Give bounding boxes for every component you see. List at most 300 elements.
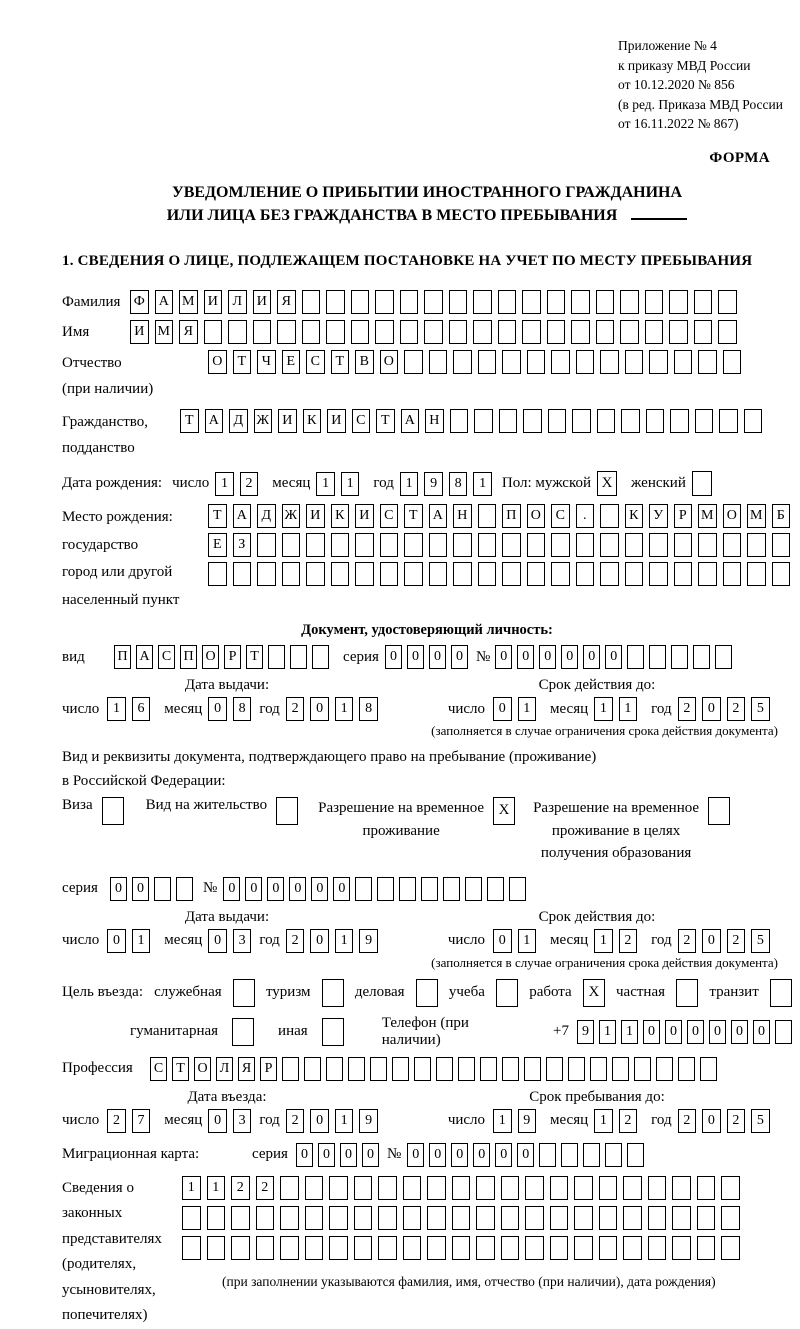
- migcard-number-sign: №: [386, 1146, 402, 1163]
- purpose-official-checkbox: [233, 979, 255, 1007]
- form-cell: [527, 350, 546, 374]
- form-cell: [623, 1206, 642, 1230]
- doc-issue-day-cells: [107, 697, 150, 721]
- form-cell: 1: [594, 697, 613, 721]
- form-cell: 2: [256, 1176, 275, 1200]
- form-cell: 1: [594, 1109, 613, 1133]
- form-cell: Н: [453, 504, 472, 528]
- form-cell: [550, 1236, 569, 1260]
- form-cell: 0: [362, 1143, 379, 1167]
- form-cell: [473, 290, 492, 314]
- form-cell: [282, 562, 301, 586]
- form-cell: [625, 562, 644, 586]
- form-cell: 0: [208, 929, 227, 953]
- form-cell: [354, 1206, 373, 1230]
- birth-day-cells: [215, 472, 258, 496]
- form-cell: [576, 350, 595, 374]
- phone-prefix: +7: [553, 1023, 569, 1040]
- form-cell: [355, 533, 374, 557]
- form-cell: 1: [316, 472, 335, 496]
- form-cell: 1: [619, 697, 638, 721]
- form-cell: 2: [727, 697, 746, 721]
- day-label: число: [447, 1112, 486, 1129]
- form-cell: [329, 1176, 348, 1200]
- form-cell: 0: [583, 645, 600, 669]
- form-cell: 1: [518, 697, 537, 721]
- legal-representatives-row: [62, 1176, 792, 1329]
- form-cell: 2: [678, 697, 697, 721]
- form-cell: Я: [238, 1057, 255, 1081]
- permit-issue-month-cells: [208, 929, 251, 953]
- form-cell: Р: [260, 1057, 277, 1081]
- form-cell: 0: [539, 645, 556, 669]
- doc-type-row: [62, 645, 792, 669]
- form-cell: 1: [335, 697, 354, 721]
- form-cell: [524, 1057, 541, 1081]
- form-title: [62, 181, 792, 227]
- form-cell: [523, 409, 542, 433]
- form-cell: [715, 645, 732, 669]
- permit-series-cells: [110, 877, 193, 901]
- form-cell: [583, 1143, 600, 1167]
- form-cell: [625, 350, 644, 374]
- form-cell: [670, 409, 689, 433]
- form-cell: [502, 1057, 519, 1081]
- form-cell: [429, 562, 448, 586]
- month-label: месяц: [550, 1112, 589, 1129]
- form-cell: [747, 562, 766, 586]
- form-cell: [478, 533, 497, 557]
- year-label: год: [259, 932, 280, 949]
- form-cell: 0: [753, 1020, 770, 1044]
- profession-row: [62, 1057, 792, 1081]
- doc-type-label: вид: [62, 648, 85, 665]
- form-cell: И: [130, 320, 149, 344]
- form-cell: [694, 320, 713, 344]
- form-cell: С: [551, 504, 570, 528]
- birthplace-cells-block: [208, 504, 790, 586]
- form-cell: 5: [751, 697, 770, 721]
- form-cell: Ч: [257, 350, 276, 374]
- form-cell: [539, 1143, 556, 1167]
- form-cell: [772, 562, 791, 586]
- form-cell: 1: [621, 1020, 638, 1044]
- form-cell: [572, 409, 591, 433]
- form-cell: Н: [425, 409, 444, 433]
- form-cell: 1: [518, 929, 537, 953]
- form-cell: 0: [267, 877, 284, 901]
- form-cell: Я: [179, 320, 198, 344]
- form-cell: 0: [132, 877, 149, 901]
- form-cell: [452, 1206, 471, 1230]
- surname-row: [62, 290, 792, 314]
- form-cell: [627, 1143, 644, 1167]
- form-cell: 6: [132, 697, 151, 721]
- form-cell: [228, 320, 247, 344]
- form-cell: 0: [429, 645, 446, 669]
- form-cell: [501, 1176, 520, 1200]
- form-cell: 1: [132, 929, 151, 953]
- form-cell: [176, 877, 193, 901]
- patronymic-label: Отчество (при наличии): [62, 355, 154, 398]
- birthdate-row: [62, 471, 792, 496]
- form-cell: [550, 1176, 569, 1200]
- ref-line: (в ред. Приказа МВД России: [618, 96, 783, 112]
- form-cell: [547, 290, 566, 314]
- form-cell: И: [204, 290, 223, 314]
- form-cell: [649, 562, 668, 586]
- legal-cells-3: [182, 1236, 740, 1260]
- form-cell: 0: [385, 645, 402, 669]
- form-cell: Б: [772, 504, 791, 528]
- form-cell: [331, 533, 350, 557]
- doc-series-label: серия: [343, 648, 379, 665]
- purpose-study-checkbox: [496, 979, 518, 1007]
- migcard-number-cells: [407, 1143, 644, 1167]
- form-cell: П: [114, 645, 131, 669]
- entry-dates-headers: [62, 1089, 792, 1106]
- form-cell: [627, 645, 644, 669]
- form-cell: [427, 1236, 446, 1260]
- migration-card-label: Миграционная карта:: [62, 1146, 200, 1163]
- form-cell: [378, 1176, 397, 1200]
- form-cell: [478, 350, 497, 374]
- doc-type-cells: [114, 645, 329, 669]
- purpose-label: Цель въезда:: [62, 984, 143, 1001]
- form-cell: О: [202, 645, 219, 669]
- legal-representatives-label: Сведения о законных представителях (родителях, усыновителях, попечителях): [62, 1179, 162, 1324]
- form-cell: [154, 877, 171, 901]
- form-cell: [522, 320, 541, 344]
- form-cell: [290, 645, 307, 669]
- form-cell: 0: [407, 645, 424, 669]
- form-cell: [645, 290, 664, 314]
- purpose-work-checkbox: X: [583, 979, 605, 1007]
- form-cell: [527, 562, 546, 586]
- form-cell: [501, 1236, 520, 1260]
- form-cell: 8: [233, 697, 252, 721]
- form-cell: [525, 1176, 544, 1200]
- form-cell: 2: [619, 929, 638, 953]
- legal-note: (при заполнении указываются фамилия, имя, отчество (при наличии), дата рождения): [222, 1273, 716, 1289]
- purpose-business-label: деловая: [354, 984, 405, 1001]
- form-cell: [590, 1057, 607, 1081]
- permit-issue-day-cells: [107, 929, 150, 953]
- form-cell: О: [208, 350, 227, 374]
- purpose-other-label: иная: [278, 1023, 308, 1040]
- doc-dates-headers: [62, 677, 792, 694]
- stay-day-cells: [493, 1109, 536, 1133]
- birthplace-row: [62, 504, 792, 614]
- form-cell: [280, 1176, 299, 1200]
- form-cell: [697, 1236, 716, 1260]
- stay-year-cells: [678, 1109, 770, 1133]
- form-cell: С: [150, 1057, 167, 1081]
- form-cell: [669, 290, 688, 314]
- form-cell: [568, 1057, 585, 1081]
- permit-series-row: [62, 877, 792, 901]
- form-cell: 2: [678, 1109, 697, 1133]
- purpose-business-checkbox: [416, 979, 438, 1007]
- form-cell: [370, 1057, 387, 1081]
- visa-option: [62, 797, 124, 825]
- form-cell: [207, 1236, 226, 1260]
- form-cell: 0: [665, 1020, 682, 1044]
- form-cell: [326, 290, 345, 314]
- form-cell: Р: [674, 504, 693, 528]
- form-cell: [697, 1206, 716, 1230]
- form-cell: 0: [495, 1143, 512, 1167]
- form-cell: 0: [709, 1020, 726, 1044]
- form-cell: 2: [286, 929, 305, 953]
- form-cell: М: [698, 504, 717, 528]
- form-cell: 0: [702, 929, 721, 953]
- form-cell: [719, 409, 738, 433]
- entry-day-cells: [107, 1109, 150, 1133]
- name-label: Имя: [62, 323, 90, 340]
- form-cell: Т: [376, 409, 395, 433]
- form-cell: [233, 562, 252, 586]
- form-title-line1: УВЕДОМЛЕНИЕ О ПРИБЫТИИ ИНОСТРАННОГО ГРАЖДАНИНА: [171, 183, 683, 201]
- form-cell: [600, 562, 619, 586]
- form-cell: [452, 1236, 471, 1260]
- form-cell: [574, 1176, 593, 1200]
- form-cell: [671, 645, 688, 669]
- form-cell: [403, 1206, 422, 1230]
- entry-month-cells: [208, 1109, 251, 1133]
- form-cell: П: [180, 645, 197, 669]
- form-cell: [302, 320, 321, 344]
- doc-issue-year-cells: [286, 697, 378, 721]
- form-cell: [280, 1236, 299, 1260]
- form-cell: [721, 1236, 740, 1260]
- form-cell: [351, 290, 370, 314]
- birthplace-cells-1: [208, 504, 790, 528]
- form-cell: [424, 320, 443, 344]
- form-cell: [509, 877, 526, 901]
- form-cell: [674, 533, 693, 557]
- form-cell: 2: [286, 1109, 305, 1133]
- visa-label: Виза: [62, 797, 93, 814]
- form-cell: [646, 409, 665, 433]
- form-cell: С: [352, 409, 371, 433]
- profession-label: Профессия: [62, 1060, 133, 1077]
- form-cell: [326, 1057, 343, 1081]
- form-cell: 0: [687, 1020, 704, 1044]
- form-cell: 0: [517, 645, 534, 669]
- form-cell: [498, 290, 517, 314]
- form-cell: [723, 533, 742, 557]
- permit-dates-headers: [62, 909, 792, 926]
- form-cell: М: [179, 290, 198, 314]
- form-cell: З: [233, 533, 252, 557]
- form-cell: [550, 1206, 569, 1230]
- form-cell: [427, 1206, 446, 1230]
- stay-until-header: Срок пребывания до:: [529, 1088, 665, 1105]
- form-cell: С: [158, 645, 175, 669]
- doc-valid-until-header: Срок действия до:: [538, 677, 656, 694]
- form-cell: 0: [208, 697, 227, 721]
- form-cell: 8: [359, 697, 378, 721]
- form-cell: И: [278, 409, 297, 433]
- day-label: число: [447, 932, 486, 949]
- phone-label: Телефон (при наличии): [381, 1014, 469, 1048]
- form-cell: [599, 1236, 618, 1260]
- form-cell: А: [155, 290, 174, 314]
- form-cell: [231, 1236, 250, 1260]
- month-label: месяц: [550, 932, 589, 949]
- form-cell: 2: [619, 1109, 638, 1133]
- form-cell: И: [253, 290, 272, 314]
- form-cell: [268, 645, 285, 669]
- form-cell: 0: [473, 1143, 490, 1167]
- birthplace-cells-2: [208, 533, 790, 557]
- form-cell: [302, 290, 321, 314]
- form-cell: [747, 533, 766, 557]
- form-cell: [672, 1176, 691, 1200]
- form-cell: [480, 1057, 497, 1081]
- form-cell: 1: [215, 472, 234, 496]
- form-cell: 0: [561, 645, 578, 669]
- permit-issue-year-cells: [286, 929, 378, 953]
- form-cell: [697, 1176, 716, 1200]
- purpose-tourism-label: туризм: [265, 984, 311, 1001]
- form-cell: [612, 1057, 629, 1081]
- form-cell: [502, 562, 521, 586]
- stay-doc-text-2: в Российской Федерации:: [62, 773, 226, 790]
- form-cell: [392, 1057, 409, 1081]
- form-cell: 1: [207, 1176, 226, 1200]
- legal-cells-2: [182, 1206, 740, 1230]
- form-cell: [312, 645, 329, 669]
- purpose-private-label: частная: [616, 984, 666, 1001]
- form-cell: [625, 533, 644, 557]
- form-cell: [458, 1057, 475, 1081]
- form-cell: [487, 877, 504, 901]
- form-cell: 2: [678, 929, 697, 953]
- year-label: год: [651, 700, 672, 717]
- form-cell: [429, 350, 448, 374]
- form-cell: А: [401, 409, 420, 433]
- permit-valid-until-header: Срок действия до:: [538, 908, 656, 925]
- form-cell: [648, 1236, 667, 1260]
- form-cell: [672, 1206, 691, 1230]
- form-cell: [599, 1206, 618, 1230]
- form-cell: [400, 320, 419, 344]
- form-cell: 0: [605, 645, 622, 669]
- form-cell: [257, 562, 276, 586]
- form-cell: [600, 350, 619, 374]
- name-cells: [130, 320, 737, 344]
- form-cell: [649, 533, 668, 557]
- form-cell: 1: [493, 1109, 512, 1133]
- form-cell: [474, 409, 493, 433]
- form-cell: [525, 1236, 544, 1260]
- permit-valid-day-cells: [493, 929, 536, 953]
- form-cell: Е: [282, 350, 301, 374]
- form-cell: 0: [493, 697, 512, 721]
- form-cell: 9: [359, 1109, 378, 1133]
- purpose-row: [62, 979, 792, 1007]
- form-cell: [525, 1206, 544, 1230]
- form-cell: [280, 1206, 299, 1230]
- birthdate-label: Дата рождения:: [62, 475, 163, 492]
- form-cell: 0: [310, 929, 329, 953]
- form-cell: Р: [224, 645, 241, 669]
- form-cell: [404, 533, 423, 557]
- form-cell: Д: [257, 504, 276, 528]
- ref-line: Приложение № 4: [618, 38, 717, 53]
- form-cell: 1: [400, 472, 419, 496]
- form-cell: [465, 877, 482, 901]
- form-cell: [596, 290, 615, 314]
- form-cell: [672, 1236, 691, 1260]
- purpose-row-2: [62, 1015, 792, 1049]
- purpose-humanitarian-label: гуманитарная: [130, 1023, 219, 1040]
- visa-checkbox: [102, 797, 124, 825]
- form-cell: 0: [289, 877, 306, 901]
- month-label: месяц: [272, 475, 311, 492]
- reference-block: [618, 0, 792, 134]
- form-cell: И: [306, 504, 325, 528]
- form-cell: [501, 1206, 520, 1230]
- form-cell: [478, 504, 497, 528]
- purpose-study-label: учеба: [448, 984, 485, 1001]
- doc-restriction-note: (заполняется в случае ограничения срока действия документа): [431, 723, 778, 739]
- form-cell: [527, 533, 546, 557]
- form-cell: .: [576, 504, 595, 528]
- form-cell: [656, 1057, 673, 1081]
- form-cell: 3: [233, 1109, 252, 1133]
- form-cell: 0: [702, 1109, 721, 1133]
- form-cell: [400, 290, 419, 314]
- form-cell: 3: [233, 929, 252, 953]
- form-cell: 0: [318, 1143, 335, 1167]
- form-cell: [377, 877, 394, 901]
- form-cell: [548, 409, 567, 433]
- doc-issue-month-cells: [208, 697, 251, 721]
- form-cell: [257, 533, 276, 557]
- form-cell: 0: [208, 1109, 227, 1133]
- form-cell: [443, 877, 460, 901]
- form-cell: П: [502, 504, 521, 528]
- form-cell: [348, 1057, 365, 1081]
- form-cell: О: [723, 504, 742, 528]
- form-cell: [698, 350, 717, 374]
- form-cell: Т: [331, 350, 350, 374]
- form-cell: [623, 1236, 642, 1260]
- residence-permit-label: Вид на жительство: [145, 797, 268, 814]
- form-cell: [404, 350, 423, 374]
- form-cell: [306, 533, 325, 557]
- form-cell: [182, 1236, 201, 1260]
- form-cell: 7: [132, 1109, 151, 1133]
- form-cell: 8: [449, 472, 468, 496]
- form-cell: [331, 562, 350, 586]
- form-cell: [329, 1206, 348, 1230]
- migration-card-row: [62, 1143, 792, 1167]
- permit-restriction-note: (заполняется в случае ограничения срока действия документа): [431, 954, 778, 970]
- stay-doc-options-row: [62, 797, 792, 865]
- form-cell: [620, 290, 639, 314]
- form-cell: 0: [702, 697, 721, 721]
- form-cell: К: [331, 504, 350, 528]
- form-cell: 9: [359, 929, 378, 953]
- form-cell: [576, 533, 595, 557]
- form-cell: [621, 409, 640, 433]
- form-cell: А: [233, 504, 252, 528]
- form-cell: [404, 562, 423, 586]
